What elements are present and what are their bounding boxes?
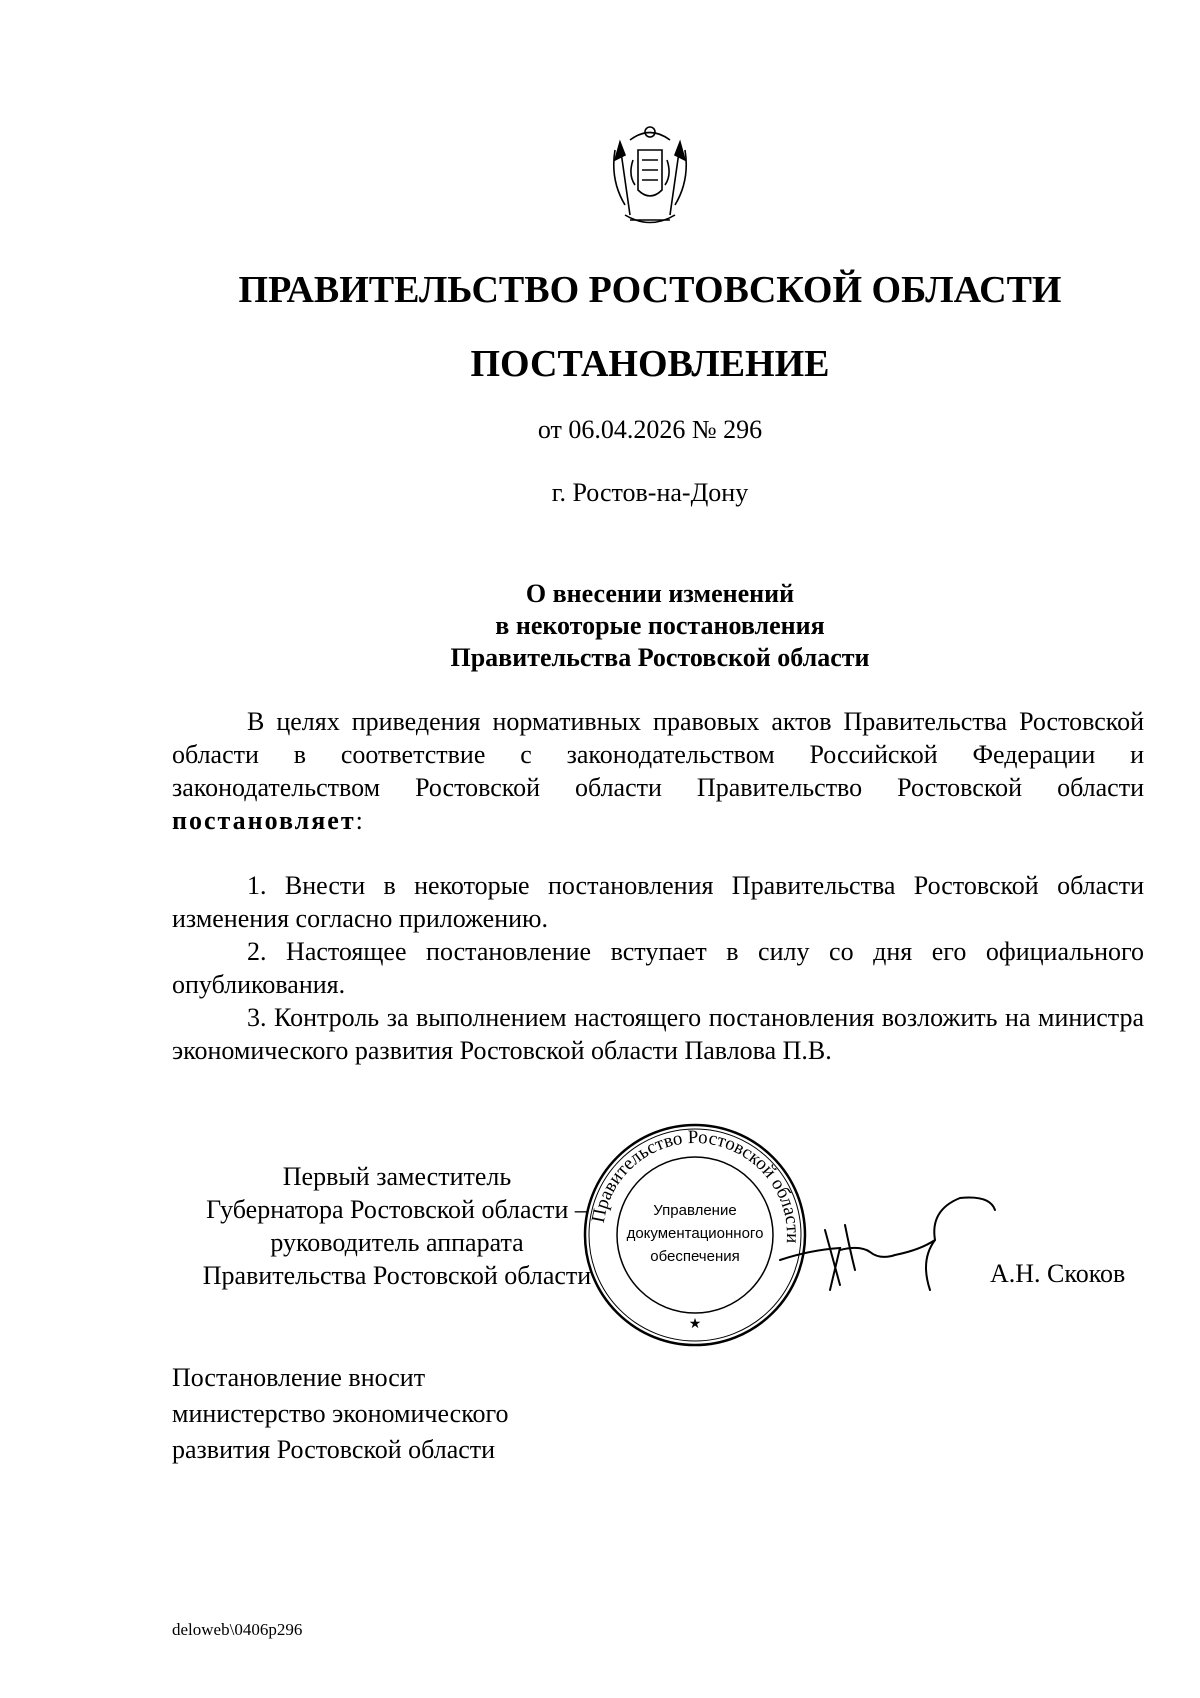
stamp-star-icon: ★ xyxy=(688,1317,702,1332)
stamp-inner-line: Управление xyxy=(653,1202,737,1219)
preamble-paragraph xyxy=(172,705,1144,837)
signer-name: А.Н. Скоков xyxy=(990,1259,1126,1288)
document-type: ПОСТАНОВЛЕНИЕ xyxy=(470,343,830,385)
stamp-inner-line: обеспечения xyxy=(650,1248,740,1265)
preamble-text: В целях приведения нормативных правовых актов Правительства Ростовской области в соответствие с законодательством Российской Федерации и законодательством Ростовской области Правительство Ростовской области xyxy=(172,707,1144,802)
preamble xyxy=(172,705,1144,837)
coat-of-arms-icon xyxy=(600,120,700,240)
document-city: г. Ростов-на-Дону xyxy=(551,478,749,507)
decree-item: 1. Внести в некоторые постановления Правительства Ростовской области изменения согласно приложению. xyxy=(172,871,1144,933)
decree-items xyxy=(172,869,1144,1067)
subject-line: в некоторые постановления xyxy=(495,611,825,640)
introducer-line: развития Ростовской области xyxy=(172,1435,496,1464)
decree-item: 2. Настоящее постановление вступает в силу со дня его официального опубликования. xyxy=(172,937,1144,999)
preamble-end: : xyxy=(355,806,363,835)
position-line: Первый заместитель xyxy=(282,1162,512,1191)
position-line: руководитель аппарата xyxy=(270,1228,524,1257)
decree-keyword: постановляет xyxy=(172,806,356,835)
position-line: Губернатора Ростовской области – xyxy=(206,1195,588,1224)
document-subject xyxy=(0,578,1200,674)
document-code: deloweb\0406p296 xyxy=(172,1620,303,1639)
signatory-position xyxy=(172,1160,622,1292)
document-date-number: от 06.04.2026 № 296 xyxy=(537,415,763,444)
stamp-inner-line: документационного xyxy=(626,1225,764,1242)
position-line: Правительства Ростовской области xyxy=(202,1261,592,1290)
handwritten-signature xyxy=(770,1190,1000,1300)
subject-line: Правительства Ростовской области xyxy=(450,643,870,672)
decree-item: 3. Контроль за выполнением настоящего постановления возложить на министра экономического развития Ростовской области Павлова П.В. xyxy=(172,1003,1144,1065)
organization-title: ПРАВИТЕЛЬСТВО РОСТОВСКОЙ ОБЛАСТИ xyxy=(238,269,1062,311)
subject-line: О внесении изменений xyxy=(525,579,795,608)
stamp-outer-text: Правительство Ростовской области xyxy=(587,1126,804,1244)
introducer-line: министерство экономического xyxy=(172,1399,509,1428)
introducer-line: Постановление вносит xyxy=(172,1363,426,1392)
introducer-block xyxy=(172,1360,509,1468)
